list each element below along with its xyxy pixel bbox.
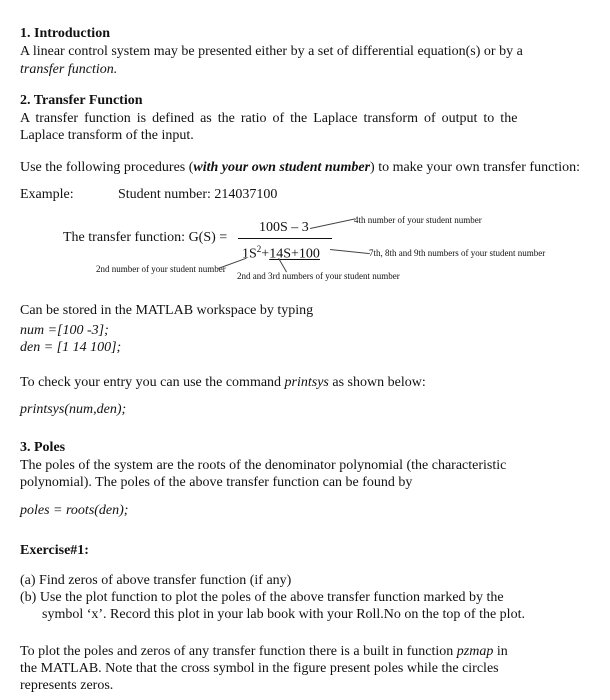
pzmap-line-3: represents zeros.: [20, 678, 114, 693]
exercise-item-b-line-1: (b) Use the plot function to plot the poles of the above transfer function marked by the: [20, 590, 504, 605]
transfer-heading: 2. Transfer Function: [20, 93, 143, 108]
pzmap-line-2: the MATLAB. Note that the cross symbol in the figure present poles while the circles: [20, 661, 499, 676]
pzmap-line-1: To plot the poles and zeros of any transfer function there is a built in function pzmap in: [20, 644, 508, 659]
code-printsys: printsys(num,den);: [20, 402, 127, 417]
annot-789-pointer: [330, 249, 370, 254]
annot-4th-pointer: [310, 218, 355, 229]
check-text: To check your entry you can use the command printsys as shown below:: [20, 375, 426, 390]
fraction-bar: [238, 238, 332, 239]
poles-line-2: polynomial). The poles of the above transfer function can be found by: [20, 475, 413, 490]
transfer-line-1: A transfer function is defined as the ratio of the Laplace transform of output to the: [20, 111, 518, 126]
annot-789-numbers: 7th, 8th and 9th numbers of your student number: [369, 248, 546, 258]
stored-text: Can be stored in the MATLAB workspace by typing: [20, 303, 314, 318]
tf-numerator: 100S – 3: [259, 220, 309, 235]
intro-line-1: A linear control system may be presented either by a set of differential equation(s) or by a: [20, 44, 523, 59]
annot-23-numbers: 2nd and 3rd numbers of your student number: [237, 271, 400, 281]
example-label: Example:: [20, 187, 74, 202]
procedure-text: Use the following procedures (with your own student number) to make your own transfer function:: [20, 160, 580, 175]
tf-label: The transfer function: G(S) =: [63, 230, 228, 245]
intro-heading: 1. Introduction: [20, 26, 110, 41]
student-number: Student number: 214037100: [118, 187, 278, 202]
poles-heading: 3. Poles: [20, 440, 66, 455]
code-roots: poles = roots(den);: [20, 503, 129, 518]
annot-4th-number: 4th number of your student number: [354, 215, 482, 225]
code-den: den = [1 14 100];: [20, 340, 122, 355]
exercise-item-a: (a) Find zeros of above transfer function (if any): [20, 573, 292, 588]
code-num: num =[100 -3];: [20, 323, 109, 338]
exercise-item-b-line-2: symbol ‘x’. Record this plot in your lab book with your Roll.No on the top of the plot.: [42, 607, 525, 622]
intro-line-2: transfer function.: [20, 62, 118, 77]
annot-2nd-number: 2nd number of your student number: [96, 264, 226, 274]
poles-line-1: The poles of the system are the roots of the denominator polynomial (the characteristic: [20, 458, 507, 473]
tf-denominator: $1S^2+14S+100$: [242, 244, 320, 262]
transfer-line-2: Laplace transform of the input.: [20, 128, 194, 143]
exercise-heading: Exercise#1:: [20, 543, 89, 558]
